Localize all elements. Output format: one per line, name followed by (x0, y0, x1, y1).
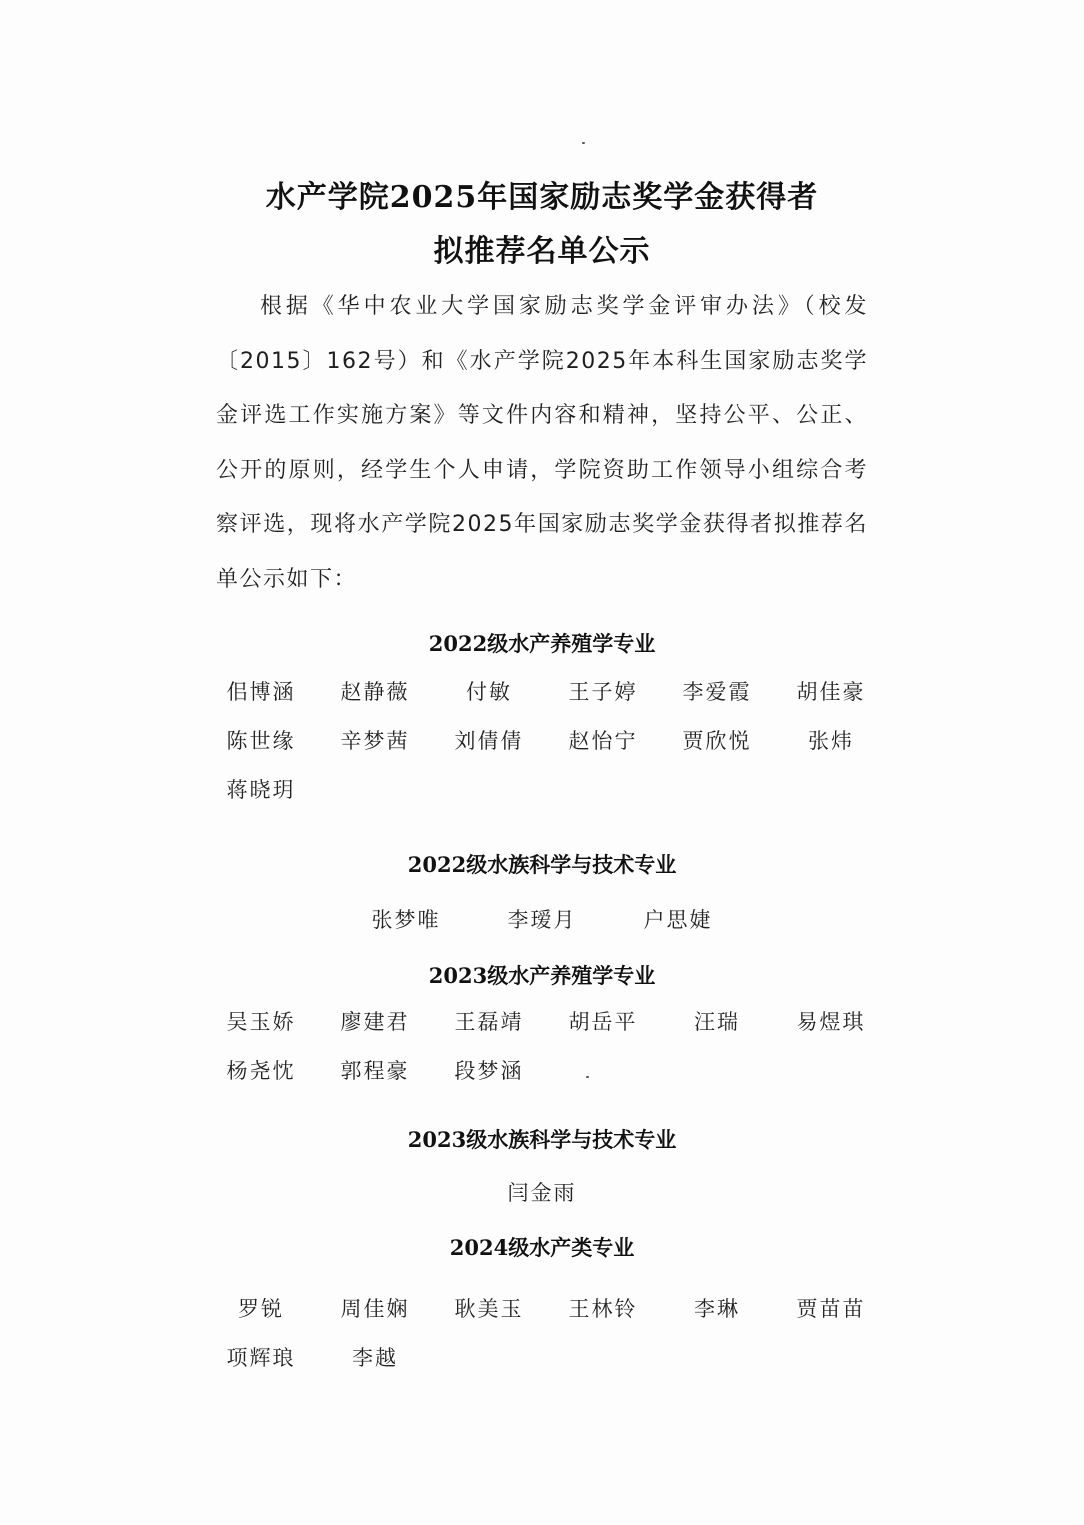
intro-paragraph: 根据《华中农业大学国家励志奖学金评审办法》（校发〔2015〕162号）和《水产学院2025年本科生国家励志奖学金评选工作实施方案》等文件内容和精神，坚持公平、公正、公开的原则，经学生个人申请，学院资助工作领导小组综合考察评选，现将水产学院2025年国家励志奖学金获得者拟推荐名单公示如下： (216, 294, 868, 592)
name-list-2023-aquarium (0, 1177, 1084, 1207)
document-title-line-2: 拟推荐名单公示 (433, 234, 651, 269)
student-name: 廖建君 (340, 1010, 410, 1034)
section-heading-2023-aquaculture: 2023级水产养殖学专业 (428, 963, 656, 988)
student-name: 易煜琪 (796, 1010, 866, 1034)
document-title-line-1: 水产学院2025年国家励志奖学金获得者 (265, 180, 819, 215)
student-name: 胡岳平 (568, 1010, 638, 1034)
name-list-2022-aquarium (0, 904, 1084, 934)
student-name: 周佳娴 (340, 1297, 410, 1321)
section-heading-2024-fisheries: 2024级水产类专业 (449, 1235, 635, 1260)
scan-speck (582, 142, 585, 144)
student-name: 李爱霞 (682, 680, 752, 704)
student-name: 贾苗苗 (796, 1297, 866, 1321)
student-name: 赵静薇 (340, 680, 410, 704)
student-name: 李瑷月 (507, 908, 577, 932)
student-name: 辛梦茜 (340, 729, 410, 753)
student-name: 赵怡宁 (568, 729, 638, 753)
name-list-2023-aquaculture (204, 998, 888, 1096)
student-name: 李越 (352, 1346, 398, 1370)
section-heading-2023-aquarium: 2023级水族科学与技术专业 (407, 1127, 677, 1152)
student-name: 户思婕 (643, 908, 713, 932)
name-list-2022-aquaculture (204, 668, 888, 815)
student-name: 项辉琅 (226, 1346, 296, 1370)
student-name: 佀博涵 (226, 680, 296, 704)
section-heading-2022-aquaculture: 2022级水产养殖学专业 (428, 631, 656, 656)
student-name: 胡佳豪 (796, 680, 866, 704)
student-name: 贾欣悦 (682, 729, 752, 753)
name-list-2024-fisheries (204, 1285, 888, 1383)
scan-speck (586, 1076, 589, 1078)
student-name: 王子婷 (568, 680, 638, 704)
student-name: 罗锐 (238, 1297, 284, 1321)
student-name: 蒋晓玥 (226, 778, 296, 802)
student-name: 吴玉娇 (226, 1010, 296, 1034)
student-name: 刘倩倩 (454, 729, 524, 753)
student-name: 李琳 (694, 1297, 740, 1321)
student-name: 王磊靖 (454, 1010, 524, 1034)
student-name: 杨尧忱 (226, 1059, 296, 1083)
student-name: 郭程豪 (340, 1059, 410, 1083)
section-heading-2022-aquarium: 2022级水族科学与技术专业 (407, 852, 677, 877)
student-name: 闫金雨 (507, 1181, 577, 1205)
student-name: 陈世缘 (226, 729, 296, 753)
student-name: 段梦涵 (454, 1059, 524, 1083)
student-name: 张炜 (808, 729, 854, 753)
student-name: 王林铃 (568, 1297, 638, 1321)
student-name: 张梦唯 (371, 908, 441, 932)
student-name: 付敏 (466, 680, 512, 704)
student-name: 耿美玉 (454, 1297, 524, 1321)
student-name: 汪瑞 (694, 1010, 740, 1034)
